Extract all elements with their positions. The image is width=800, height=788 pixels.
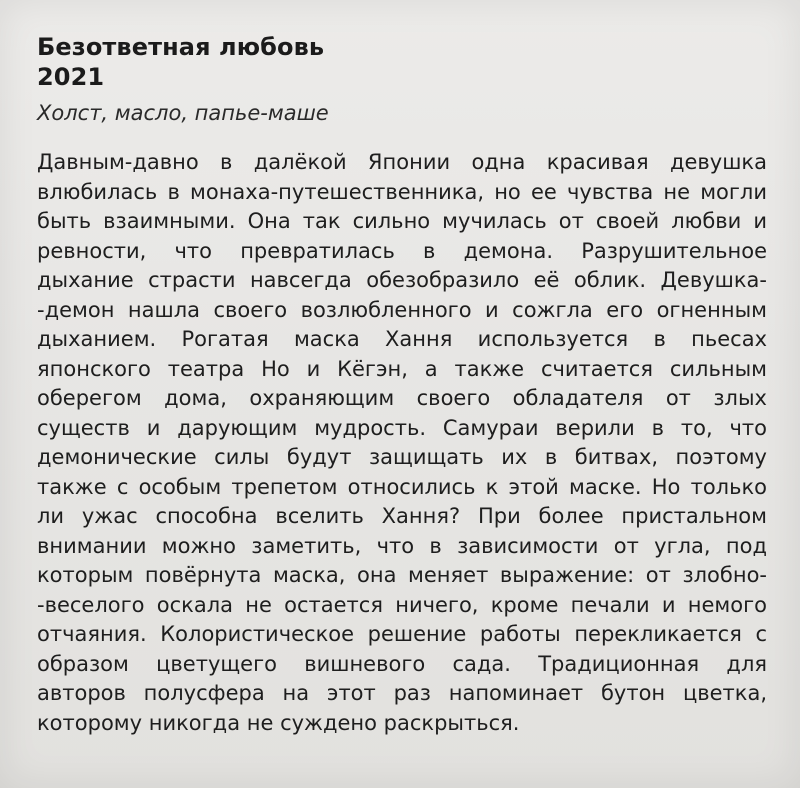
artwork-medium: Холст, масло, папье-маше — [37, 101, 329, 125]
description-line: влюбилась в монаха-путешественника, но ее чувства не могли — [37, 179, 767, 204]
description-line: авторов полусфера на этот раз напоминает бутон цветка, — [37, 681, 767, 705]
description-line: дыханием. Рогатая маска Хання используется в пьесах — [37, 327, 767, 351]
description-line: которому никогда не суждено раскрыться. — [37, 710, 520, 735]
description-line: -веселого оскала не остается ничего, кроме печали и немого — [37, 592, 767, 617]
artwork-description — [37, 148, 767, 738]
description-line: которым повёрнута маска, она меняет выражение: от злобно- — [37, 563, 767, 587]
description-line: японского театра Но и Кёгэн, а также считается сильным — [37, 356, 767, 381]
description-line: ревности, что превратилась в демона. Разрушительное — [37, 238, 767, 263]
description-line: дыхание страсти навсегда обезобразило её облик. Девушка- — [37, 268, 767, 292]
description-line: также с особым трепетом относились к этой маске. Но только — [37, 474, 767, 499]
description-line: ли ужас способна вселить Хання? При более пристальном — [37, 504, 767, 528]
description-line: Давным-давно в далёкой Японии одна красивая девушка — [37, 150, 767, 174]
description-line: оберегом дома, охраняющим своего обладателя от злых — [37, 386, 767, 410]
artwork-year: 2021 — [37, 63, 105, 91]
description-line: демонические силы будут защищать их в битвах, поэтому — [37, 445, 767, 469]
description-line: быть взаимными. Она так сильно мучилась от своей любви и — [37, 209, 767, 233]
description-line: внимании можно заметить, что в зависимости от угла, под — [37, 533, 767, 558]
artwork-title: Безответная любовь — [37, 33, 325, 61]
description-line: отчаяния. Колористическое решение работы перекликается с — [37, 622, 767, 646]
description-line: -демон нашла своего возлюбленного и сожгла его огненным — [37, 297, 767, 322]
description-line: существ и дарующим мудрость. Самураи верили в то, что — [37, 415, 767, 440]
description-line: образом цветущего вишневого сада. Традиционная для — [37, 651, 767, 676]
